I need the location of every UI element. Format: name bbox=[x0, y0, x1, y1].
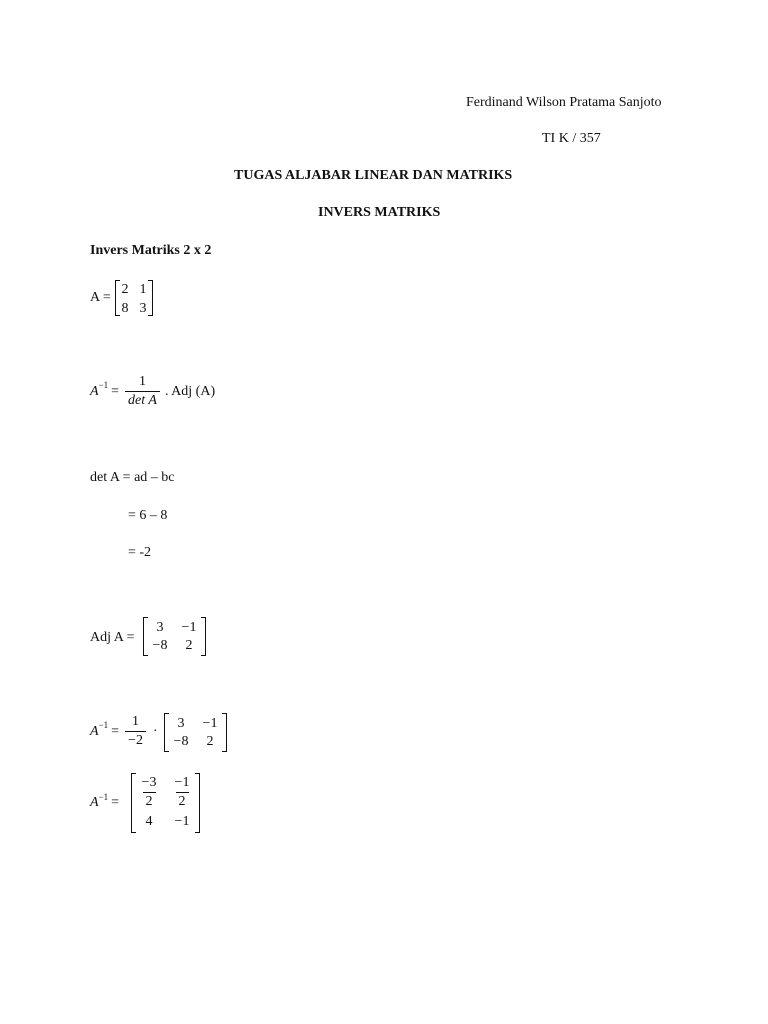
matrix-a-cell: 8 bbox=[121, 301, 129, 316]
right-bracket bbox=[222, 713, 227, 752]
step1-cell: 2 bbox=[206, 734, 214, 749]
step2-equals: = bbox=[111, 795, 120, 810]
matrix-a bbox=[115, 280, 153, 316]
fraction-numerator: −3 bbox=[141, 775, 157, 790]
adjoint-cell: −8 bbox=[152, 638, 168, 653]
step1-dot: · bbox=[152, 723, 158, 739]
determinant-line-1: det A = ad – bc bbox=[90, 470, 175, 485]
adjoint-matrix bbox=[143, 617, 206, 656]
fraction-denominator: det A bbox=[125, 391, 160, 408]
cell-fraction bbox=[139, 776, 160, 809]
step1-matrix bbox=[164, 713, 227, 752]
adjoint-cell: 2 bbox=[185, 638, 193, 653]
step1-lhs: A bbox=[90, 723, 99, 739]
inverse-step-1 bbox=[90, 715, 162, 748]
adjoint-label: Adj A = bbox=[90, 630, 135, 645]
inverse-step-2 bbox=[90, 791, 122, 810]
formula-equals: = bbox=[111, 383, 120, 399]
class-id: TI K / 357 bbox=[542, 131, 601, 146]
right-bracket bbox=[195, 773, 200, 833]
adjoint-cell: 3 bbox=[156, 620, 164, 635]
formula-adjoint: . Adj (A) bbox=[164, 383, 216, 399]
step2-matrix bbox=[131, 773, 200, 833]
fraction-numerator: 1 bbox=[139, 374, 146, 389]
step2-cell: 4 bbox=[145, 814, 153, 829]
adjoint-cell: −1 bbox=[181, 620, 197, 635]
step2-fraction-cell bbox=[136, 776, 162, 809]
step2-fraction-cell bbox=[169, 776, 195, 809]
matrix-a-cell: 3 bbox=[139, 301, 147, 316]
document-subtitle: INVERS MATRIKS bbox=[318, 205, 441, 220]
step2-cell: −1 bbox=[174, 814, 190, 829]
formula-lhs: A bbox=[90, 383, 99, 399]
fraction-numerator: 1 bbox=[132, 714, 139, 729]
matrix-a-cell: 1 bbox=[139, 282, 147, 297]
matrix-a-label: A = bbox=[90, 290, 111, 305]
step1-fraction bbox=[125, 715, 146, 748]
document-title: TUGAS ALJABAR LINEAR DAN MATRIKS bbox=[234, 168, 513, 183]
step1-superscript: −1 bbox=[98, 720, 109, 730]
fraction-numerator: −1 bbox=[174, 775, 190, 790]
step1-equals: = bbox=[111, 723, 120, 739]
step2-lhs: A bbox=[90, 795, 99, 810]
step1-cell: −1 bbox=[202, 716, 218, 731]
author-name: Ferdinand Wilson Pratama Sanjoto bbox=[466, 95, 662, 110]
right-bracket bbox=[201, 617, 206, 656]
fraction-denominator: −2 bbox=[125, 731, 146, 748]
fraction-denominator: 2 bbox=[176, 792, 189, 809]
step2-superscript: −1 bbox=[98, 791, 109, 802]
step1-cell: −8 bbox=[173, 734, 189, 749]
cell-fraction bbox=[172, 776, 193, 809]
section-heading: Invers Matriks 2 x 2 bbox=[90, 243, 212, 258]
inverse-formula bbox=[90, 375, 215, 408]
step1-cell: 3 bbox=[177, 716, 185, 731]
matrix-a-cell: 2 bbox=[121, 282, 129, 297]
formula-superscript: −1 bbox=[98, 380, 109, 390]
fraction-denominator: 2 bbox=[143, 792, 156, 809]
determinant-line-2: = 6 – 8 bbox=[128, 508, 168, 523]
determinant-line-3: = -2 bbox=[128, 545, 152, 560]
formula-fraction bbox=[125, 375, 160, 408]
